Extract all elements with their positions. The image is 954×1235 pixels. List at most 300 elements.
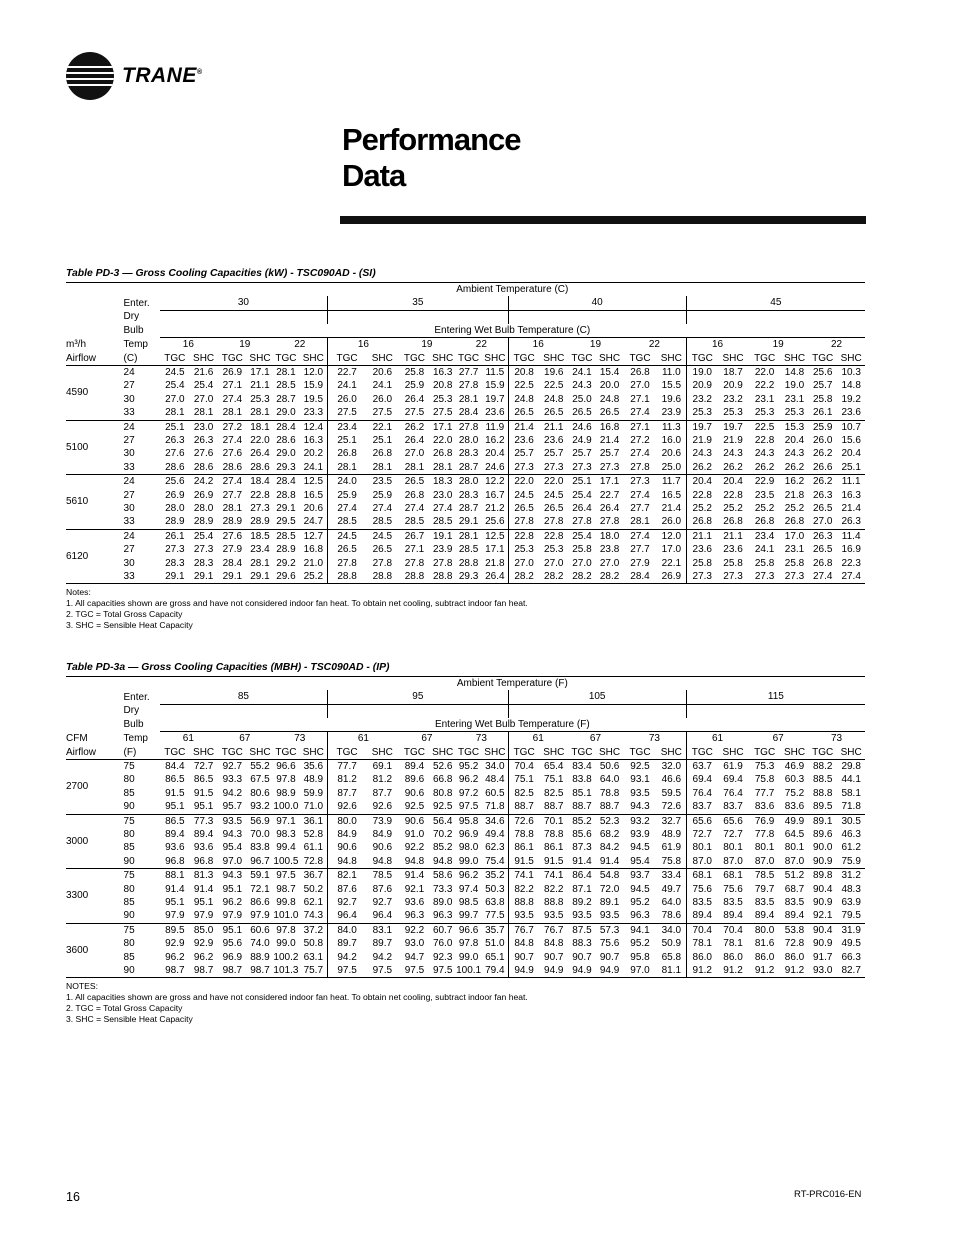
tgc-value: 24.9 (572, 434, 592, 446)
shc-value: 83.6 (784, 801, 805, 813)
shc-value: 28.8 (372, 571, 393, 583)
shc-value: 28.6 (250, 461, 270, 473)
tgc-value: 87.5 (568, 923, 596, 937)
tgc-value: 28.7 (276, 393, 296, 405)
note-line: 3. SHC = Sensible Heat Capacity (66, 1014, 193, 1025)
shc-value: 76.4 (723, 787, 743, 799)
tgc-value: 98.7 (276, 883, 296, 895)
tgc-value: 26.1 (812, 407, 833, 419)
dry-bulb-temp-value: 80 (123, 883, 135, 895)
tgc-value: 72.7 (686, 828, 718, 841)
tgc-value: 84.0 (328, 923, 366, 937)
table-row (66, 420, 865, 434)
shc-value: 66.3 (841, 951, 861, 963)
airflow-unit-label: CFM (66, 732, 88, 744)
tgc-value: 28.7 (458, 503, 479, 514)
tgc-value: 27.6 (222, 448, 243, 460)
tgc-value: 94.2 (328, 951, 366, 964)
shc-value: 75.6 (599, 938, 620, 950)
tgc-value: 83.5 (754, 897, 775, 908)
shc-header: SHC (366, 746, 399, 760)
shc-value: 18.5 (248, 529, 273, 543)
shc-value: 34.6 (482, 814, 508, 828)
tgc-value: 97.2 (458, 787, 479, 799)
shc-value: 20.6 (661, 448, 682, 460)
tgc-value: 97.8 (276, 774, 296, 786)
tgc-value: 28.2 (508, 570, 540, 584)
tgc-value: 28.4 (458, 407, 479, 419)
tgc-value: 95.2 (630, 897, 650, 908)
header-row-wet-bulbs (66, 338, 865, 352)
shc-value: 78.1 (723, 938, 743, 950)
shc-value: 20.6 (366, 365, 399, 379)
shc-value: 11.0 (657, 365, 686, 379)
tgc-value: 90.4 (808, 923, 837, 937)
shc-value: 27.3 (784, 571, 805, 583)
tgc-value: 89.7 (328, 937, 366, 950)
tgc-value: 23.6 (508, 434, 540, 447)
shc-value: 20.0 (599, 380, 620, 392)
shc-value: 60.7 (430, 923, 455, 937)
shc-value: 22.8 (250, 489, 270, 501)
tgc-value: 77.8 (754, 828, 775, 840)
tgc-value: 89.8 (808, 869, 837, 883)
wet-bulb-temp-67: 67 (772, 733, 784, 745)
tgc-value: 25.7 (508, 447, 540, 460)
shc-value: 95.1 (193, 897, 214, 908)
shc-value: 87.0 (784, 855, 805, 867)
wet-bulb-temp-73: 73 (830, 733, 843, 745)
tgc-value: 98.5 (458, 897, 479, 908)
tgc-value: 74.1 (508, 869, 540, 883)
shc-value: 96.4 (372, 910, 393, 922)
tgc-value: 22.8 (508, 529, 540, 543)
shc-value: 26.3 (841, 516, 861, 528)
shc-value: 89.4 (784, 910, 805, 922)
tgc-value: 28.9 (276, 544, 296, 556)
shc-value: 80.1 (723, 842, 743, 854)
tgc-value: 86.0 (754, 951, 775, 963)
dry-bulb-temp-value: 30 (123, 393, 135, 405)
note-line: Notes: (66, 587, 91, 598)
table-section-ip (66, 660, 866, 1025)
dry-label: Dry (123, 705, 140, 717)
header-blank (66, 310, 124, 323)
ambient-temp-115: 115 (686, 690, 865, 704)
shc-value: 49.7 (661, 883, 682, 895)
table-row (66, 828, 865, 841)
tgc-value: 80.1 (754, 842, 775, 854)
tgc-value: 85.1 (572, 787, 592, 799)
tgc-value: 96.6 (272, 759, 299, 773)
shc-value: 93.2 (250, 801, 270, 813)
entering-wet-bulb-label: Entering Wet Bulb Temperature (C) (160, 324, 865, 338)
tgc-value: 29.1 (165, 571, 185, 583)
tgc-value: 89.4 (686, 909, 718, 923)
tgc-value: 27.7 (455, 365, 482, 379)
tgc-value: 27.2 (217, 420, 247, 434)
tgc-value: 95.1 (165, 801, 185, 813)
tgc-value: 91.4 (572, 855, 592, 867)
tgc-value: 80.1 (686, 841, 718, 854)
dry-bulb-temp-value: 85 (123, 842, 135, 854)
tgc-value: 95.4 (222, 842, 243, 854)
table-row (66, 379, 865, 392)
tgc-value: 63.7 (686, 759, 718, 773)
tgc-value: 26.6 (812, 461, 833, 473)
temp-unit-label: (F) (124, 746, 160, 760)
tgc-value: 100.2 (273, 951, 299, 963)
tgc-value: 21.4 (508, 420, 540, 434)
tgc-value: 25.8 (812, 393, 833, 405)
tgc-value: 70.4 (686, 923, 718, 937)
page-title: Performance Data (342, 122, 521, 193)
tgc-value: 27.3 (572, 461, 592, 473)
tgc-value: 19.0 (686, 365, 718, 379)
tgc-value: 27.6 (165, 448, 185, 460)
tgc-value: 88.3 (572, 938, 592, 950)
shc-value: 75.7 (303, 965, 324, 977)
tgc-value: 25.3 (686, 406, 718, 420)
shc-value: 21.1 (250, 380, 270, 392)
tgc-value: 84.8 (508, 937, 540, 950)
tgc-value: 91.7 (812, 951, 833, 963)
shc-value: 12.7 (299, 529, 327, 543)
shc-value: 79.4 (485, 965, 505, 977)
wet-bulb-temp-22: 22 (475, 339, 487, 351)
shc-value: 80.6 (250, 787, 270, 799)
shc-value: 92.3 (432, 951, 453, 963)
shc-value: 90.6 (372, 842, 393, 854)
shc-value: 35.7 (482, 923, 508, 937)
bulb-label: Bulb (123, 718, 144, 730)
shc-header: SHC (781, 352, 808, 366)
table-row (66, 447, 865, 460)
tgc-value: 27.4 (404, 503, 425, 514)
note-line: 2. TGC = Total Gross Capacity (66, 1003, 183, 1014)
tgc-value: 93.3 (222, 774, 243, 786)
tgc-value: 89.2 (572, 897, 592, 908)
tgc-value: 24.3 (754, 448, 775, 460)
shc-value: 83.5 (723, 897, 743, 908)
shc-value: 21.1 (718, 529, 748, 543)
shc-value: 23.5 (366, 475, 399, 489)
shc-header: SHC (249, 746, 271, 758)
tgc-value: 24.1 (328, 379, 366, 392)
tgc-value: 26.5 (508, 406, 540, 420)
tgc-value: 26.1 (160, 529, 190, 543)
shc-value: 22.8 (540, 529, 568, 543)
table-row (66, 923, 865, 937)
tgc-header: TGC (808, 746, 837, 760)
shc-value: 15.4 (596, 365, 623, 379)
shc-value: 94.9 (599, 965, 620, 977)
shc-value: 24.5 (366, 529, 399, 543)
airflow-value: 4590 (66, 365, 124, 420)
dry-bulb-temp-value: 30 (123, 448, 135, 460)
shc-value: 16.8 (596, 420, 623, 434)
shc-value: 61.9 (718, 759, 748, 773)
shc-value: 90.7 (599, 951, 620, 963)
shc-value: 26.8 (784, 516, 805, 528)
tgc-value: 76.4 (686, 787, 718, 800)
shc-value: 28.9 (250, 516, 270, 528)
shc-header: SHC (482, 746, 508, 760)
shc-value: 62.3 (485, 842, 505, 854)
tgc-value: 26.5 (328, 543, 366, 556)
tgc-value: 27.1 (623, 420, 657, 434)
tgc-header: TGC (686, 352, 718, 366)
shc-value: 20.4 (485, 448, 505, 460)
shc-value: 96.2 (193, 951, 214, 963)
shc-value: 70.2 (432, 828, 453, 840)
tgc-value: 22.0 (508, 475, 540, 489)
shc-value: 30.5 (837, 814, 865, 828)
shc-value: 19.0 (784, 380, 805, 392)
tgc-value: 90.9 (812, 897, 833, 908)
tgc-value: 28.6 (222, 461, 243, 473)
tgc-header: TGC (217, 352, 247, 366)
shc-value: 28.1 (372, 461, 393, 473)
airflow-label: Airflow (66, 746, 124, 760)
tgc-value: 97.9 (222, 910, 243, 922)
document-code: RT-PRC016-EN (794, 1189, 862, 1200)
tgc-value: 27.5 (328, 406, 366, 420)
tgc-value: 94.2 (222, 787, 243, 799)
wet-bulb-temp-19: 19 (421, 339, 433, 351)
tgc-value: 26.9 (217, 365, 247, 379)
shc-value: 17.1 (596, 475, 623, 489)
tgc-value: 86.4 (568, 869, 596, 883)
table-row (66, 951, 865, 964)
tgc-value: 92.7 (217, 759, 247, 773)
tgc-value: 23.4 (748, 529, 781, 543)
tgc-value: 89.4 (165, 828, 185, 840)
tgc-value: 97.1 (272, 814, 299, 828)
tgc-value: 90.6 (404, 787, 425, 799)
shc-value: 23.3 (303, 407, 324, 419)
shc-value: 88.8 (544, 897, 564, 908)
shc-value: 97.5 (372, 965, 393, 977)
shc-value: 23.9 (432, 544, 453, 556)
shc-value: 26.5 (544, 407, 564, 419)
tgc-value: 68.1 (686, 869, 718, 883)
note-line: 3. SHC = Sensible Heat Capacity (66, 620, 193, 631)
tgc-value: 93.0 (404, 938, 425, 950)
shc-value: 24.5 (544, 489, 564, 501)
tgc-value: 77.7 (328, 759, 366, 773)
tgc-value: 94.9 (572, 965, 592, 977)
shc-value: 26.5 (599, 407, 620, 419)
shc-value: 94.9 (544, 965, 564, 977)
shc-value: 86.0 (784, 951, 805, 963)
shc-value: 77.3 (190, 814, 217, 828)
shc-value: 25.2 (723, 503, 743, 514)
tgc-header: TGC (455, 746, 482, 760)
shc-value: 12.4 (299, 420, 327, 434)
airflow-value: 3600 (66, 923, 124, 978)
header-blank (686, 310, 865, 323)
shc-value: 25.2 (303, 571, 324, 583)
tgc-value: 28.3 (458, 448, 479, 460)
shc-value: 21.4 (661, 503, 682, 514)
shc-value: 82.7 (841, 965, 861, 977)
dry-bulb-temp-value: 33 (123, 461, 135, 473)
shc-header: SHC (718, 746, 748, 760)
shc-value: 26.8 (372, 448, 393, 460)
shc-value: 94.8 (372, 855, 393, 867)
shc-value: 78.8 (544, 828, 564, 840)
tgc-value: 26.4 (404, 393, 425, 405)
shc-header: SHC (657, 352, 686, 366)
tgc-value: 92.5 (404, 801, 425, 813)
tgc-value: 26.0 (328, 393, 366, 406)
tgc-value: 29.1 (458, 516, 479, 528)
shc-value: 28.5 (372, 516, 393, 528)
shc-value: 48.9 (303, 774, 324, 786)
shc-value: 37.2 (299, 923, 327, 937)
tgc-value: 22.5 (508, 379, 540, 392)
tgc-value: 77.7 (754, 787, 775, 799)
tgc-value: 27.9 (630, 557, 650, 569)
tgc-value: 26.5 (399, 475, 431, 489)
page-number: 16 (66, 1190, 80, 1204)
shc-value: 27.8 (372, 557, 393, 569)
tgc-value: 27.0 (165, 393, 185, 405)
tgc-value: 81.2 (328, 773, 366, 786)
shc-value: 23.0 (190, 420, 217, 434)
tgc-value: 92.5 (623, 759, 657, 773)
shc-value: 88.9 (250, 951, 270, 963)
shc-value: 26.5 (544, 503, 564, 514)
tgc-value: 27.4 (812, 571, 833, 583)
wet-bulb-temp-67: 67 (421, 733, 433, 745)
tgc-value: 27.4 (328, 502, 366, 515)
tgc-header: TGC (217, 746, 247, 760)
shc-value: 50.8 (303, 938, 324, 950)
shc-value: 15.6 (841, 434, 861, 446)
header-row-ambient-values (66, 296, 865, 310)
shc-value: 26.8 (723, 516, 743, 528)
shc-header: SHC (190, 352, 217, 366)
shc-value: 75.4 (485, 855, 505, 867)
tgc-value: 95.4 (630, 855, 650, 867)
shc-header: SHC (299, 746, 327, 760)
header-blank (328, 704, 508, 717)
tgc-value: 86.0 (686, 951, 718, 964)
tgc-value: 24.1 (754, 544, 775, 556)
dry-bulb-temp-value: 24 (124, 420, 160, 434)
shc-value: 60.3 (784, 774, 805, 786)
tgc-value: 93.5 (630, 787, 650, 799)
tgc-value: 25.0 (572, 393, 592, 405)
tgc-value: 25.8 (686, 557, 718, 570)
shc-value: 81.3 (190, 869, 217, 883)
tgc-value: 27.8 (572, 516, 592, 528)
tgc-value: 85.2 (568, 814, 596, 828)
shc-value: 75.1 (544, 774, 564, 786)
tgc-value: 27.2 (630, 434, 650, 446)
header-blank (686, 704, 865, 717)
shc-value: 23.1 (784, 393, 805, 405)
header-row-wet-bulbs (66, 732, 865, 746)
shc-value: 14.8 (841, 380, 861, 392)
trane-logo (66, 52, 203, 100)
tgc-value: 25.4 (568, 529, 596, 543)
shc-value: 85.0 (190, 923, 217, 937)
note-line: 1. All capacities shown are gross and have not considered indoor fan heat. To obtain net cooling, subtract indoor fan heat. (66, 598, 528, 609)
ambient-temperature-label: Ambient Temperature (C) (456, 284, 569, 295)
shc-value: 24.7 (303, 516, 324, 528)
shc-value: 61.9 (661, 842, 682, 854)
shc-value: 59.9 (303, 787, 324, 799)
shc-value: 58.1 (841, 787, 861, 799)
table-row (66, 869, 865, 883)
tgc-value: 97.5 (272, 869, 299, 883)
tgc-value: 25.7 (812, 380, 833, 392)
shc-value: 46.9 (781, 759, 808, 773)
tgc-value: 70.4 (508, 759, 540, 773)
tgc-value: 97.4 (458, 883, 479, 895)
shc-value: 23.6 (544, 434, 564, 446)
tgc-value: 22.2 (754, 380, 775, 392)
shc-value: 19.6 (661, 393, 682, 405)
airflow-value: 5610 (66, 475, 124, 530)
tgc-value: 93.9 (630, 828, 650, 840)
shc-value: 18.3 (430, 475, 455, 489)
dry-bulb-temp-value: 80 (123, 828, 135, 840)
shc-value: 72.7 (190, 759, 217, 773)
tgc-value: 99.0 (458, 951, 479, 963)
shc-value: 89.4 (193, 828, 214, 840)
table-row (66, 393, 865, 406)
shc-value: 18.4 (248, 475, 273, 489)
shc-value: 20.2 (303, 448, 324, 460)
shc-value: 71.0 (303, 801, 324, 813)
header-row-bulb (66, 324, 865, 338)
shc-value: 25.3 (250, 393, 270, 405)
shc-value: 20.6 (303, 503, 324, 514)
header-row-columns (66, 746, 865, 760)
shc-value: 69.1 (366, 759, 399, 773)
header-blank (66, 704, 124, 717)
tgc-value: 83.4 (568, 759, 596, 773)
table-row (66, 529, 865, 543)
shc-value: 56.9 (248, 814, 273, 828)
tgc-value: 28.5 (458, 544, 479, 556)
shc-value: 27.0 (193, 393, 214, 405)
tgc-value: 25.9 (328, 489, 366, 502)
shc-value: 12.0 (657, 529, 686, 543)
wet-bulb-temp-61: 61 (686, 732, 748, 746)
tgc-value: 94.3 (222, 828, 243, 840)
tgc-value: 82.2 (508, 883, 540, 896)
tgc-value: 88.7 (572, 801, 592, 813)
tgc-value: 28.1 (458, 393, 479, 405)
shc-value: 21.6 (190, 365, 217, 379)
tgc-value: 93.6 (165, 842, 185, 854)
shc-value: 86.6 (250, 897, 270, 908)
shc-value: 60.6 (248, 923, 273, 937)
shc-value: 69.4 (723, 774, 743, 786)
shc-value: 25.4 (193, 380, 214, 392)
shc-value: 21.1 (540, 420, 568, 434)
shc-value: 10.3 (837, 365, 865, 379)
shc-header: SHC (482, 352, 508, 366)
shc-value: 61.1 (303, 842, 324, 854)
shc-value: 94.8 (432, 855, 453, 867)
shc-value: 25.1 (372, 434, 393, 446)
